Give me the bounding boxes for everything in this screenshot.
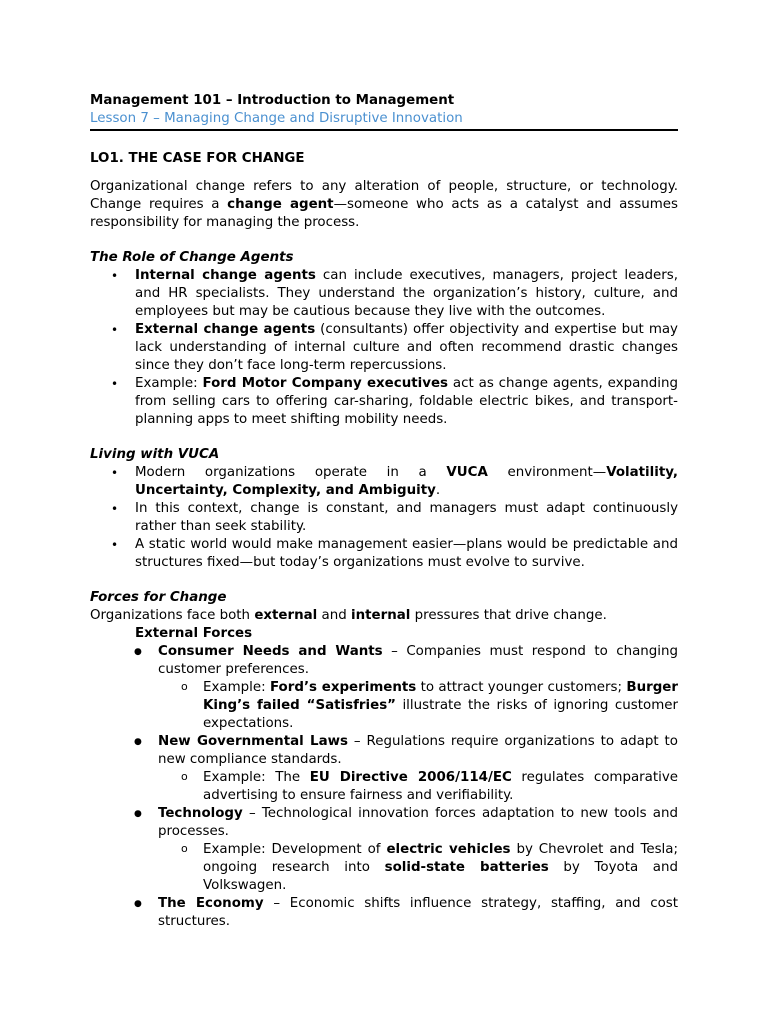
list-item: • Modern organizations operate in a VUCA environment—Volatility, Uncertainty, Complexity, and Ambiguity. <box>90 464 678 500</box>
external-forces-list <box>90 895 678 931</box>
external-forces-list <box>90 733 678 769</box>
sub-list <box>90 679 678 733</box>
sub-list <box>90 769 678 805</box>
list-item: o Example: Ford’s experiments to attract younger customers; Burger King’s failed “Satisfries” illustrate the risks of ignoring customer expectations. <box>90 679 678 733</box>
list-item: ● New Governmental Laws – Regulations require organizations to adapt to new compliance standards. <box>90 733 678 769</box>
intro-paragraph: Organizational change refers to any alteration of people, structure, or technology. Change requires a change agent—someone who acts as a catalyst and assumes responsibility for managing the process. <box>90 179 678 230</box>
section-heading: LO1. THE CASE FOR CHANGE <box>90 151 305 166</box>
role-of-change-agents-heading: The Role of Change Agents <box>90 250 294 265</box>
forces-for-change-heading: Forces for Change <box>90 590 227 605</box>
lesson-subtitle: Lesson 7 – Managing Change and Disruptive Innovation <box>90 111 463 126</box>
header-divider <box>90 129 678 131</box>
term-change-agent: change agent <box>227 197 334 212</box>
list-item: o Example: Development of electric vehicles by Chevrolet and Tesla; ongoing research into solid-state batteries by Toyota and Volkswagen. <box>90 841 678 895</box>
change-agents-list <box>90 267 678 429</box>
external-forces-list <box>90 805 678 841</box>
external-forces-heading: External Forces <box>135 626 253 641</box>
list-item: o Example: The EU Directive 2006/114/EC regulates comparative advertising to ensure fairness and verifiability. <box>90 769 678 805</box>
sub-list <box>90 841 678 895</box>
vuca-list <box>90 464 678 572</box>
list-item: • Internal change agents can include executives, managers, project leaders, and HR specialists. They understand the organization’s history, culture, and employees but may be cautious because they live with the outcomes. <box>90 267 678 321</box>
forces-intro-paragraph: Organizations face both external and internal pressures that drive change. <box>90 608 607 623</box>
list-item: • Example: Ford Motor Company executives act as change agents, expanding from selling cars to offering car-sharing, foldable electric bikes, and transport-planning apps to meet shifting mobility needs. <box>90 375 678 429</box>
living-with-vuca-heading: Living with VUCA <box>90 447 220 462</box>
list-item: ● Consumer Needs and Wants – Companies must respond to changing customer preferences. <box>90 643 678 679</box>
course-title: Management 101 – Introduction to Management <box>90 93 455 108</box>
list-item: • External change agents (consultants) offer objectivity and expertise but may lack understanding of internal culture and often recommend drastic changes since they don’t face long-term repercussions. <box>90 321 678 375</box>
list-item: ● The Economy – Economic shifts influence strategy, staffing, and cost structures. <box>90 895 678 931</box>
list-item: • In this context, change is constant, and managers must adapt continuously rather than seek stability. <box>90 500 678 536</box>
list-item: ● Technology – Technological innovation forces adaptation to new tools and processes. <box>90 805 678 841</box>
external-forces-list <box>90 643 678 679</box>
list-item: • A static world would make management easier—plans would be predictable and structures fixed—but today’s organizations must evolve to survive. <box>90 536 678 572</box>
